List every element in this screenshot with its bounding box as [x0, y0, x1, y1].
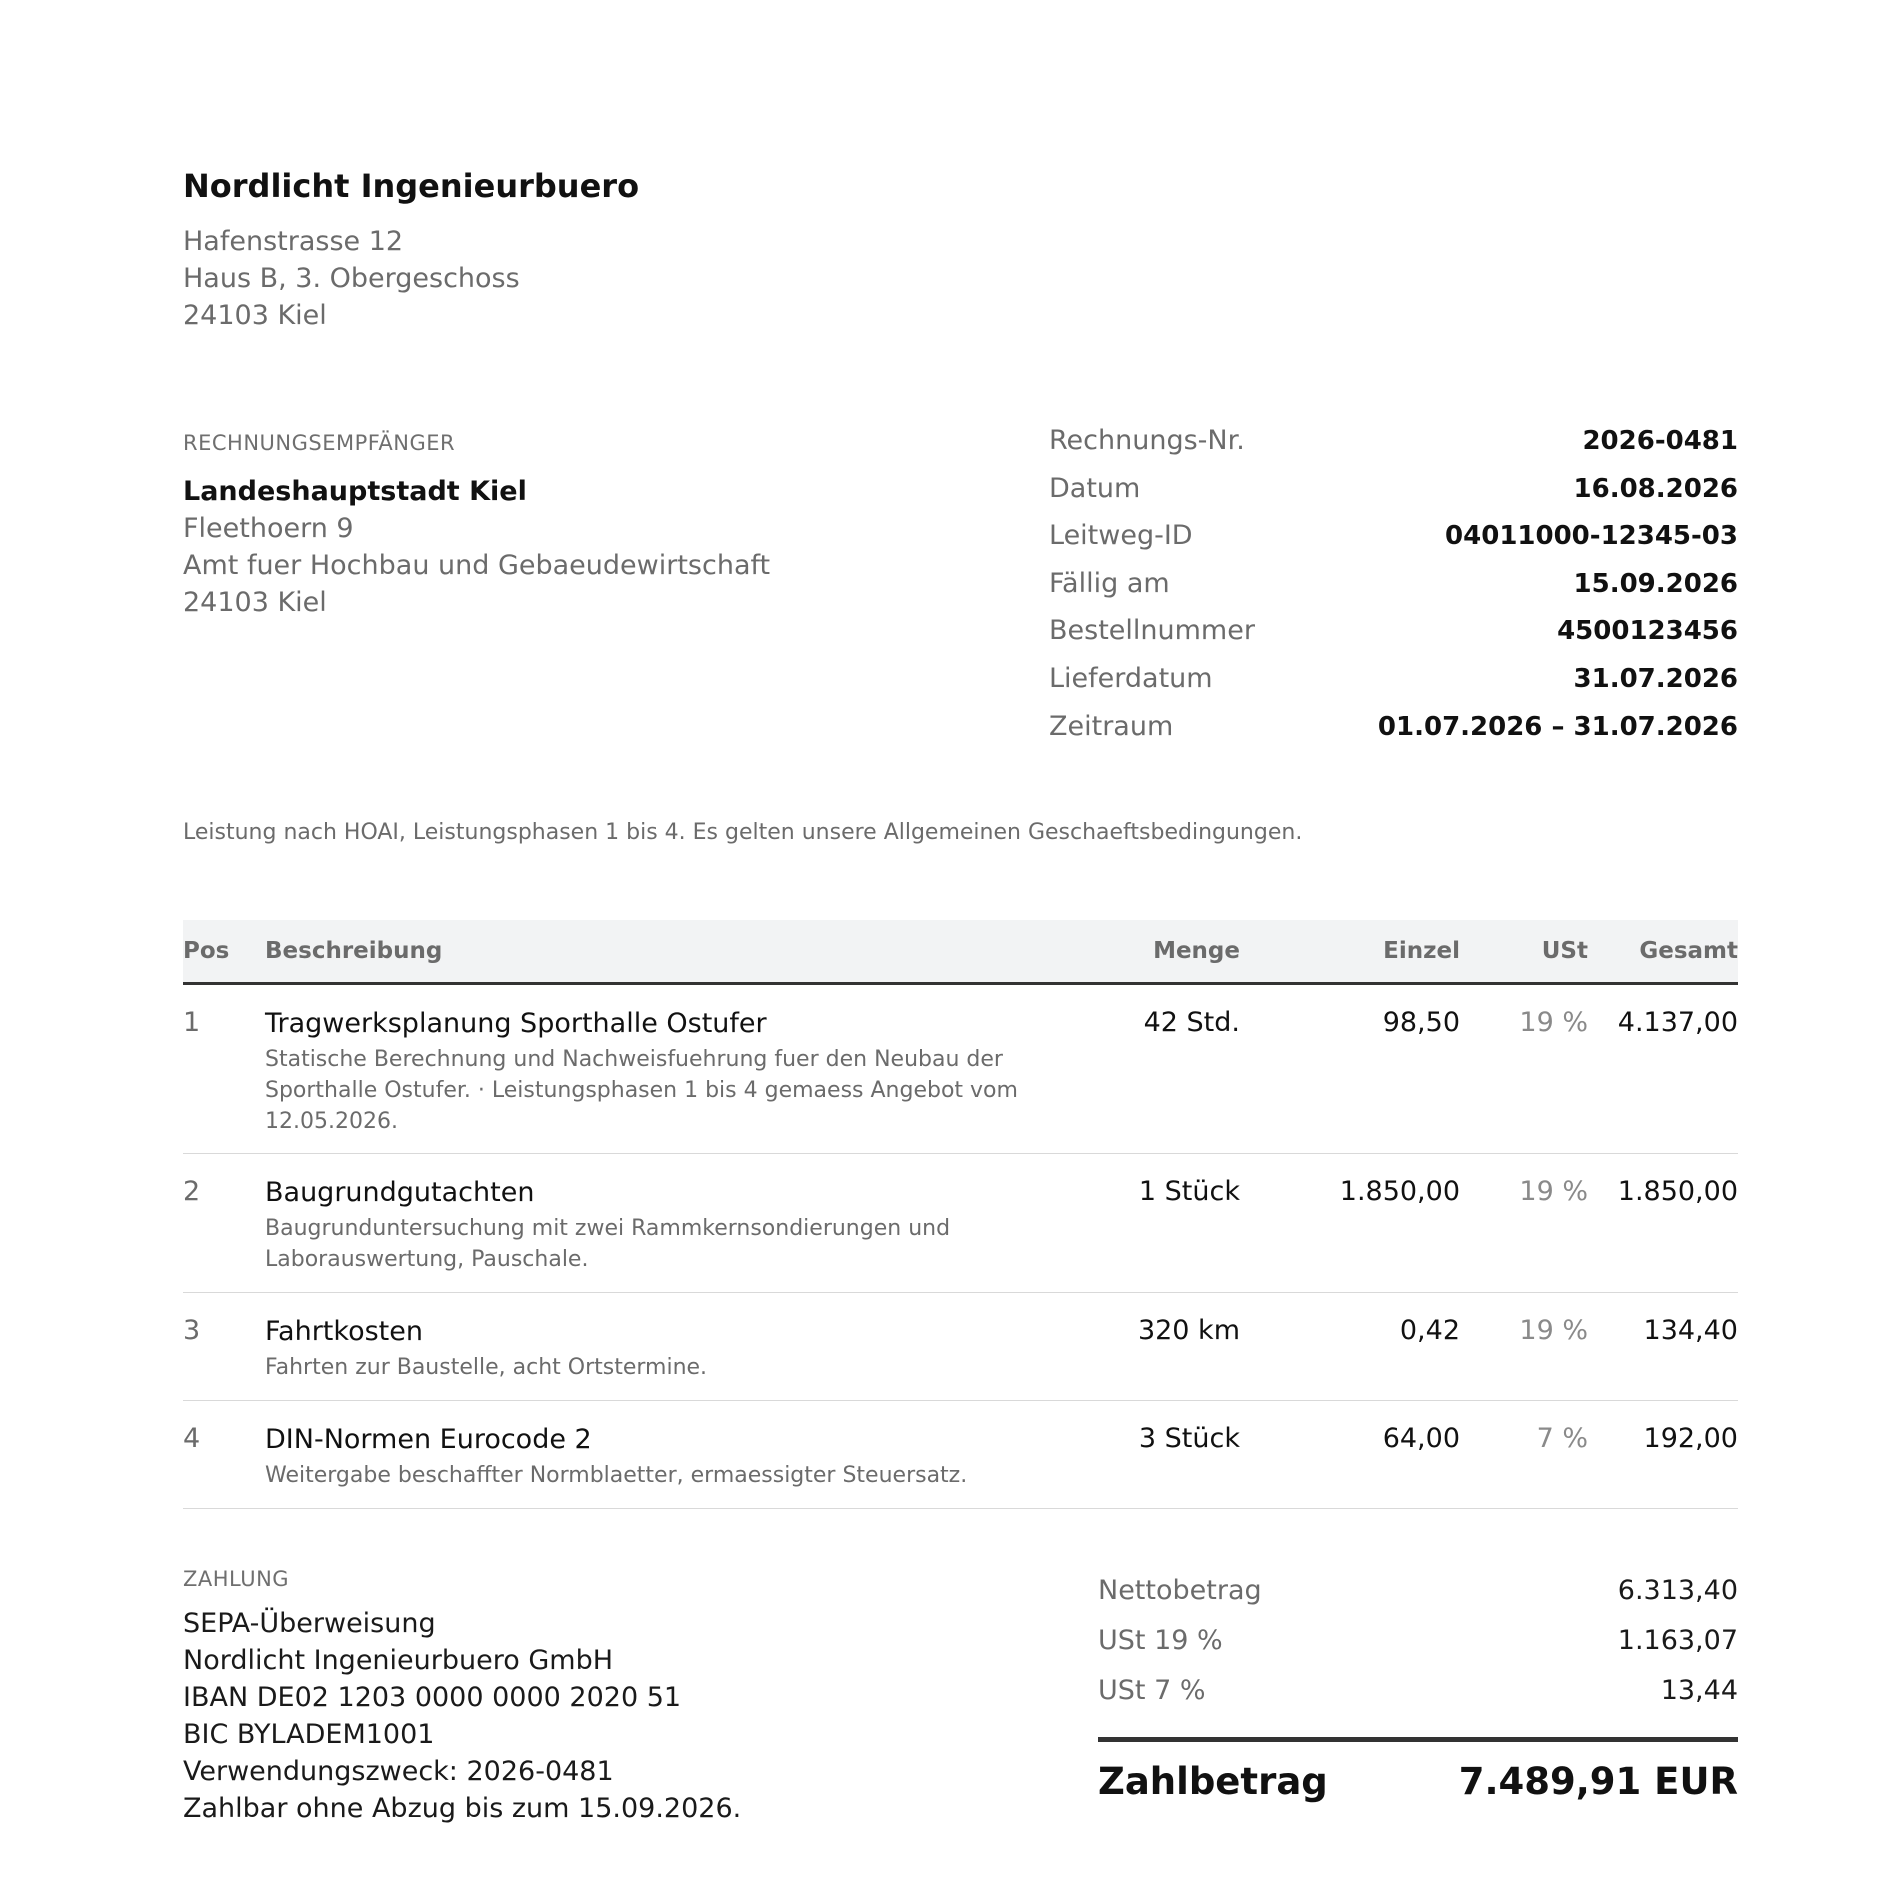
- cell-total: 1.850,00: [1617, 1176, 1738, 1208]
- item-title: Baugrundgutachten: [265, 1177, 535, 1209]
- meta-row-invoice-number: [1049, 423, 1738, 471]
- table-row: [183, 1154, 1738, 1293]
- total-row-vat-19: [1098, 1615, 1738, 1665]
- column-header-vat: USt: [1460, 920, 1588, 984]
- payment-line: Verwendungszweck: 2026-0481: [183, 1756, 614, 1788]
- meta-value: 31.07.2026: [1573, 663, 1738, 694]
- column-header-pos: Pos: [183, 920, 265, 984]
- cell-quantity: 1 Stück: [1138, 1176, 1240, 1208]
- terms-note: Leistung nach HOAI, Leistungsphasen 1 bis 4. Es gelten unsere Allgemeinen Geschaeftsbedingungen.: [183, 820, 1303, 846]
- item-subtitle: Statische Berechnung und Nachweisfuehrung fuer den Neubau der Sporthalle Ostufer. · Leistungsphasen 1 bis 4 gemaess Angebot vom 12.05.2026.: [265, 1047, 1018, 1135]
- meta-label: Rechnungs-Nr.: [1049, 425, 1245, 456]
- item-title: DIN-Normen Eurocode 2: [265, 1424, 592, 1456]
- total-label: USt 19 %: [1098, 1624, 1223, 1656]
- cell-unit-price: 1.850,00: [1339, 1176, 1460, 1208]
- payment-line: SEPA-Überweisung: [183, 1608, 436, 1640]
- cell-quantity: 3 Stück: [1138, 1423, 1240, 1455]
- line-items-table: [183, 920, 1738, 1509]
- cell-unit-price: 64,00: [1382, 1423, 1460, 1455]
- sender-address-line: Haus B, 3. Obergeschoss: [183, 263, 520, 294]
- total-label: USt 7 %: [1098, 1674, 1206, 1706]
- footer-section: [183, 1565, 1738, 1827]
- cell-vat: 19 %: [1519, 1176, 1588, 1208]
- meta-row-leitweg-id: [1049, 518, 1738, 566]
- recipient-name: Landeshauptstadt Kiel: [183, 476, 527, 507]
- cell-pos: 3: [183, 1315, 201, 1347]
- payment-label: ZAHLUNG: [183, 1567, 290, 1592]
- meta-label: Zeitraum: [1049, 710, 1174, 742]
- recipient-address-line: Fleethoern 9: [183, 513, 354, 544]
- totals-block: [1098, 1565, 1738, 1827]
- meta-row-order-number: [1049, 613, 1738, 661]
- meta-value: 16.08.2026: [1573, 473, 1738, 504]
- invoice-meta: [1049, 423, 1738, 756]
- cell-description: [265, 1154, 1125, 1293]
- meta-value: 01.07.2026 – 31.07.2026: [1377, 711, 1738, 742]
- table-row: [183, 1293, 1738, 1401]
- cell-quantity: 320 km: [1137, 1315, 1240, 1347]
- cell-pos: 1: [183, 1007, 201, 1039]
- meta-row-delivery-date: [1049, 661, 1738, 709]
- payment-block: [183, 1565, 883, 1827]
- cell-quantity: 42 Std.: [1143, 1007, 1240, 1039]
- cell-unit-price: 98,50: [1382, 1007, 1460, 1039]
- table-row: [183, 984, 1738, 1154]
- grand-total-label: Zahlbetrag: [1098, 1760, 1328, 1804]
- total-value: 13,44: [1660, 1674, 1738, 1706]
- cell-total: 192,00: [1643, 1423, 1738, 1455]
- recipient-block: [183, 423, 823, 756]
- table-row: [183, 1401, 1738, 1509]
- cell-vat: 7 %: [1536, 1423, 1588, 1455]
- total-row-net: [1098, 1565, 1738, 1615]
- payment-line: Nordlicht Ingenieurbuero GmbH: [183, 1645, 614, 1677]
- cell-total: 134,40: [1643, 1315, 1738, 1347]
- payment-line: Zahlbar ohne Abzug bis zum 15.09.2026.: [183, 1793, 742, 1825]
- column-header-description: Beschreibung: [265, 920, 1125, 984]
- meta-row-due-date: [1049, 566, 1738, 614]
- cell-description: [265, 984, 1125, 1154]
- meta-label: Fällig am: [1049, 567, 1170, 599]
- meta-value: 15.09.2026: [1573, 568, 1738, 599]
- meta-label: Datum: [1049, 472, 1141, 504]
- recipient-address-line: 24103 Kiel: [183, 587, 327, 618]
- total-row-vat-7: [1098, 1665, 1738, 1715]
- meta-value: 4500123456: [1557, 616, 1738, 647]
- cell-pos: 2: [183, 1176, 201, 1208]
- sender-address-line: Hafenstrasse 12: [183, 226, 404, 257]
- item-subtitle: Fahrten zur Baustelle, acht Ortstermine.: [265, 1355, 708, 1381]
- total-value: 1.163,07: [1617, 1624, 1738, 1656]
- item-subtitle: Baugrunduntersuchung mit zwei Rammkernsondierungen und Laborauswertung, Pauschale.: [265, 1216, 951, 1273]
- item-title: Tragwerksplanung Sporthalle Ostufer: [265, 1008, 767, 1040]
- grand-total-value: 7.489,91 EUR: [1458, 1760, 1738, 1804]
- item-title: Fahrtkosten: [265, 1316, 423, 1348]
- cell-vat: 19 %: [1519, 1315, 1588, 1347]
- sender-address-line: 24103 Kiel: [183, 300, 327, 331]
- meta-value: 04011000-12345-03: [1445, 521, 1738, 552]
- info-section: [183, 423, 1738, 756]
- column-header-quantity: Menge: [1125, 920, 1240, 984]
- meta-label: Lieferdatum: [1049, 662, 1213, 694]
- cell-pos: 4: [183, 1423, 201, 1455]
- recipient-address-line: Amt fuer Hochbau und Gebaeudewirtschaft: [183, 550, 771, 581]
- meta-label: Leitweg-ID: [1049, 520, 1193, 552]
- item-subtitle: Weitergabe beschaffter Normblaetter, ermaessigter Steuersatz.: [265, 1463, 968, 1489]
- column-header-unit-price: Einzel: [1240, 920, 1460, 984]
- meta-label: Bestellnummer: [1049, 615, 1255, 647]
- cell-unit-price: 0,42: [1399, 1315, 1460, 1347]
- payment-line: IBAN DE02 1203 0000 0000 2020 51: [183, 1682, 682, 1714]
- recipient-label: RECHNUNGSEMPFÄNGER: [183, 431, 456, 455]
- sender-name: Nordlicht Ingenieurbuero: [183, 167, 640, 205]
- meta-value: 2026-0481: [1582, 426, 1738, 456]
- sender-block: [183, 165, 1738, 334]
- total-value: 6.313,40: [1617, 1574, 1738, 1606]
- column-header-total: Gesamt: [1588, 920, 1738, 984]
- meta-row-period: [1049, 709, 1738, 757]
- cell-description: [265, 1401, 1125, 1509]
- meta-row-date: [1049, 471, 1738, 519]
- grand-total-row: [1098, 1737, 1738, 1803]
- cell-vat: 19 %: [1519, 1007, 1588, 1039]
- total-label: Nettobetrag: [1098, 1574, 1262, 1606]
- cell-total: 4.137,00: [1617, 1007, 1738, 1039]
- cell-description: [265, 1293, 1125, 1401]
- payment-line: BIC BYLADEM1001: [183, 1719, 435, 1751]
- table-header-row: [183, 920, 1738, 984]
